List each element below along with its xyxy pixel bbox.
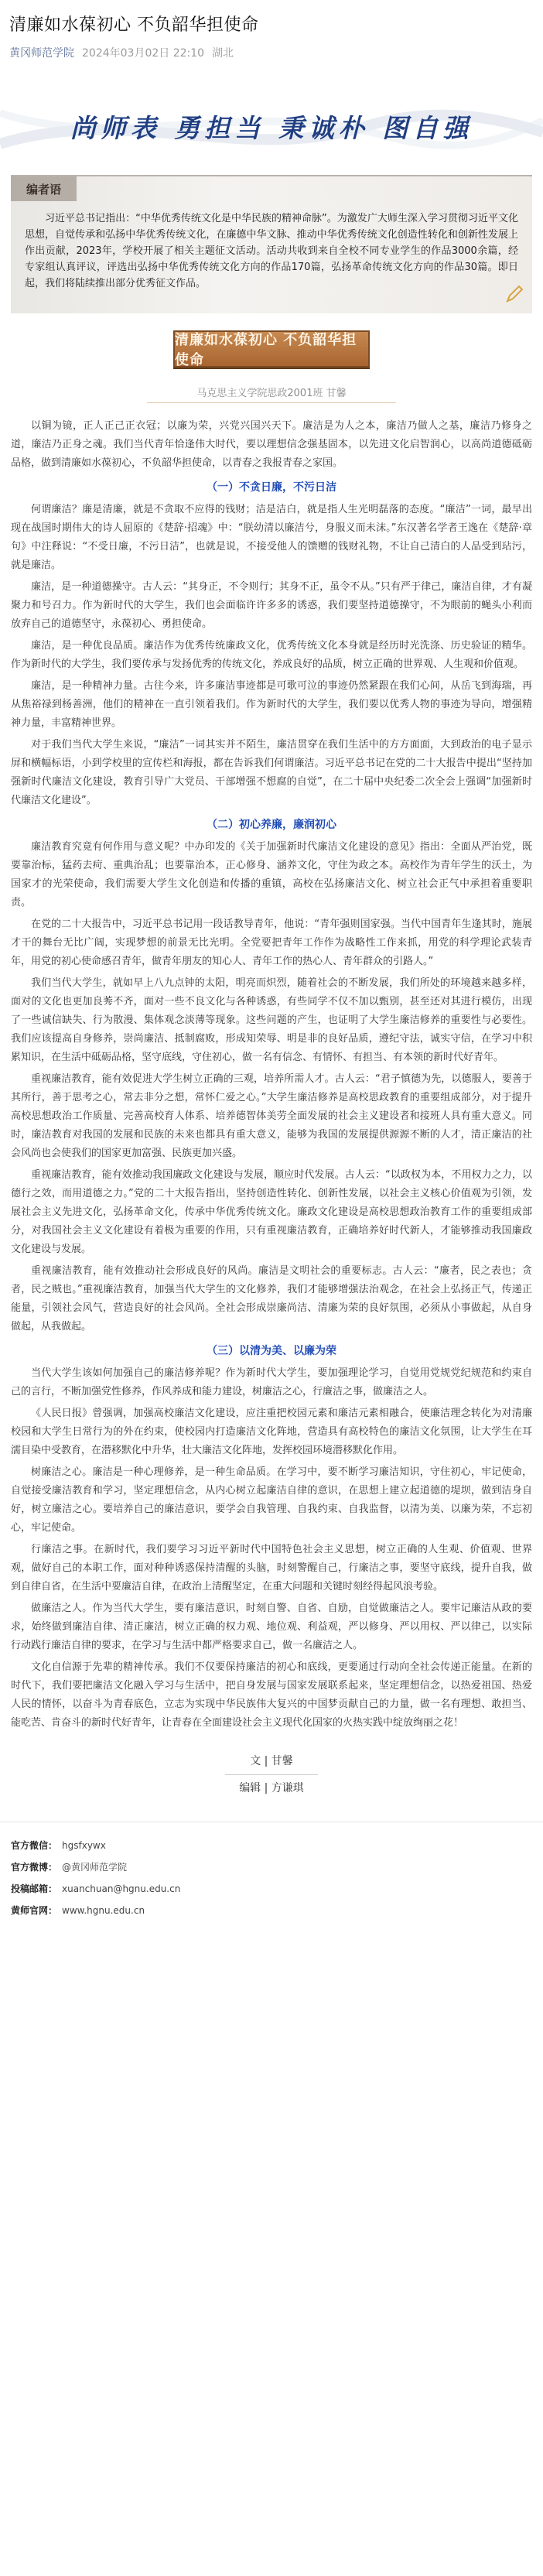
contact-label: 黄师官网： [11,1905,58,1916]
paragraph: 廉洁，是一种精神力量。古往今来，许多廉洁事迹都是可歌可泣的事迹仍然紧跟在我们心间，从岳飞到海瑞，再从焦裕禄到杨善洲，他们的精神在一直引领着我们。作为新时代的大学生，我们要以优秀人物的事迹为导向，增强精神力量，丰富精神世界。 [11,680,532,729]
editor-note-tag: 编者语 [11,176,77,201]
contact-value: @黄冈师范学院 [62,1862,128,1873]
paragraph: 何谓廉洁？廉是清廉，就是不贪取不应得的钱财；洁是洁白，就是指人生光明磊落的态度。“廉洁”一词，最早出现在战国时期伟大的诗人屈原的《楚辞·招魂》中：“朕幼清以廉洁兮，身服义而未沫。”东汉著名学者王逸在《楚辞·章句》中注释说：“不受日廉，不污日洁”，也就是说，不接受他人的馈赠的钱财礼物，不让自己清白的人品受到玷污，就是廉洁。 [11,504,532,571]
article-title: 清廉如水葆初心 不负韶华担使命 [9,15,259,35]
contact-weibo [11,1856,532,1878]
contact-value[interactable]: xuanchuan@hgnu.edu.cn [62,1883,181,1894]
paragraph: 重视廉洁教育，能有效促进大学生树立正确的三观，培养所需人才。古人云：“君子慎德为先，以德服人，要善于其所行，善于思考之心，常去非分之想，常怀仁爱之心。”大学生廉洁修养是高校思政教育的重要组成部分，对于提升高校思想政治工作质量、完善高校育人体系、培养德智体美劳全面发展的社会主义建设者和接班人具有重大意义。同时，廉洁教育对我国的发展和民族的未来也都具有重大意义，能够为我国的发展提供源源不断的人才，清正廉洁的社会风尚也会使我们的国家更加富强、民族更加兴盛。 [11,1073,532,1159]
section-heading: （二）初心养廉，廉润初心 [207,819,336,831]
article-header [0,0,543,60]
section-1 [11,477,532,810]
contact-label: 投稿邮箱： [11,1883,58,1894]
contact-label: 官方微信： [11,1840,58,1851]
paragraph: 对于我们当代大学生来说，“廉洁”一词其实并不陌生，廉洁贯穿在我们生活中的方方面面，大到政治的电子显示屏和横幅标语，小到学校里的宣传栏和海报，都在告诉我们何谓廉洁。习近平总书记在党的二十大报告中提出“坚持加强新时代廉洁文化建设，教育引导广大党员、干部增强不想腐的自觉”，在二十届中央纪委二次全会上强调“加强新时代廉洁文化建设”。 [11,739,532,806]
credits-block [11,1750,532,1800]
contact-wechat [11,1835,532,1856]
credit-author: 文 | 甘馨 [250,1755,293,1767]
paragraph: 廉洁教育究竟有何作用与意义呢？中办印发的《关于加强新时代廉洁文化建设的意见》指出：全面从严治党，既要靠治标，猛药去疴、重典治乱；也要靠治本，正心修身、涵养文化，守住为政之本。高校作为青年学生的沃土，为国家才的光荣使命，我们需要大学生文化创造和传播的重镇，高校在弘扬廉洁文化、树立社会正气中承担着重要职责。 [11,841,532,908]
account-name-link[interactable]: 黄冈师范学院 [9,47,74,60]
credit-editor: 编辑 | 方谦琪 [239,1782,304,1794]
section-heading: （一）不贪日廉，不污日洁 [207,481,336,494]
motto-text: 尚师表 勇担当 秉诚朴 图自强 [70,113,473,143]
paragraph: 重视廉洁教育，能有效推动我国廉政文化建设与发展，顺应时代发展。古人云：“以政权为本，不用权力之力，以德行之效，而用道德之力。”党的二十大报告指出，坚持创造性转化、创新性发展，以社会主义核心价值观为引领，发展社会主义先进文化，弘扬革命文化，传承中华优秀传统文化。廉政文化建设是高校思想政治教育工作的重要组成部分，对我国社会主义文化建设有着极为重要的作用，只有重视廉洁教育，正确培养好时代新人，才能够推动我国廉政文化建设与发展。 [11,1169,532,1255]
article-body [0,403,543,1800]
editor-note-box [11,175,532,313]
paragraph: 重视廉洁教育，能有效推动社会形成良好的风尚。廉洁是文明社会的重要标志。古人云：“廉者，民之表也；贪者，民之贼也。”重视廉洁教育，加强当代大学生的文化修养，我们才能够增强法治观念，在社会上弘扬正气，传递正能量，引领社会风气，营造良好的社会风尚。全社会形成崇廉尚洁、清廉为荣的良好氛围，必须从小事做起，从自身做起，从我做起。 [11,1265,532,1332]
contact-email [11,1878,532,1900]
section-heading: （三）以清为美、以廉为荣 [207,1345,336,1357]
paragraph: 当代大学生该如何加强自己的廉洁修养呢？作为新时代大学生，要加强理论学习，自觉用党规党纪规范和约束自己的言行，不断加强党性修养，作风养成和能力建设，树廉洁之心，行廉洁之事，做廉洁之人。 [11,1367,532,1397]
paragraph: 行廉洁之事。在新时代，我们要学习习近平新时代中国特色社会主义思想，树立正确的人生观、价值观、世界观，做好自己的本职工作，面对种种诱惑保持清醒的头脑，时刻警醒自己，行廉洁之事，要坚守底线，提升自我，做到自律自省，在生活中要廉洁自律，在政治上清醒坚定，在重大问题和关键时刻经得起风浪考验。 [11,1544,532,1592]
paragraph: 廉洁，是一种优良品质。廉洁作为优秀传统廉政文化，优秀传统文化本身就是经历时光洗涤、历史验证的精华。作为新时代的大学生，我们要传承与发扬优秀的传统文化，养成良好的品质，树立正确的世界观、人生观和价值观。 [11,640,532,670]
article-meta [9,45,534,60]
paragraph: 我们当代大学生，就如早上八九点钟的太阳，明亮而炽烈，随着社会的不断发展，我们所处的环境越来越多样，面对的文化也更加良莠不齐，面对一些不良文化与各种诱惑，有些同学不仅不加以甄别，甚至还对其进行模仿，出现了一些诚信缺失、行为散漫、集体观念淡薄等现象。这些问题的产生，也证明了大学生廉洁修养的重要性与必要性。我们应该提高自身修养，崇尚廉洁、抵制腐败，形成知荣辱、明是非的良好品质，遵纪守法，诚实守信，在学习中积累知识，在生活中砥砺品格，坚守底线，守住初心，做一名有信念、有情怀、有担当、有本领的新时代好青年。 [11,977,532,1063]
section-3 [11,1341,532,1733]
contact-value: hgsfxywx [62,1840,106,1851]
paragraph: 在党的二十大报告中，习近平总书记用一段话教导青年，他说：“青年强则国家强。当代中国青年生逢其时，施展才干的舞台无比广阔，实现梦想的前景无比光明。全党要把青年工作作为战略性工作来抓，用党的科学理论武装青年，用党的初心使命感召青年，做青年朋友的知心人、青年工作的热心人、青年群众的引路人。” [11,919,532,967]
paragraph: 树廉洁之心。廉洁是一种心理修养，是一种生命品质。在学习中，要不断学习廉洁知识，守住初心，牢记使命，自觉接受廉洁教育和学习，坚定理想信念，从内心树立起廉洁自律的意识，在思想上建立起道德的堤坝，做到洁身自好，树立廉洁之心。要培养自己的廉洁意识，要学会自我管理、自我约束、自我监督，以清为美、以廉为荣，不忘初心，牢记使命。 [11,1466,532,1534]
publish-location: 湖北 [212,47,234,60]
contact-list [0,1822,543,1921]
editor-note-text: 习近平总书记指出：“中华优秀传统文化是中华民族的精神命脉”。为激发广大师生深入学习贯彻习近平文化思想，自觉传承和弘扬中华优秀传统文化，在廉德中华文脉、推动中华优秀传统文化创造性转化和创新性发展上作出贡献，2023年，学校开展了相关主题征文活动。活动共收到来自全校不同专业学生的作品3000余篇，经专家组认真评议，评选出弘扬中华优秀传统文化方向的作品170篇，弘扬革命传统文化方向的作品30篇。即日起，我们将陆续推出部分优秀征文作品。 [25,213,518,289]
theme-title-box: 清廉如水葆初心 不负韶华担使命 [173,330,370,368]
credit-divider [225,1774,318,1775]
section-2 [11,815,532,1336]
paragraph: 文化自信源于先辈的精神传承。我们不仅要保持廉洁的初心和底线，更要通过行动向全社会传递正能量。在新的时代下，我们要把廉洁文化融入学习与生活中，把自身发展与国家发展联系起来，坚定理想信念，以热爱祖国、热爱人民的情怀，以奋斗为青春底色，立志为实现中华民族伟大复兴的中国梦贡献自己的力量，做一名有理想、敢担当、能吃苦、肯奋斗的新时代好青年，让青春在全面建设社会主义现代化国家的火热实践中绽放绚丽之花！ [11,1661,532,1729]
publish-date: 2024年03月02日 22:10 [82,47,205,60]
motto-banner [0,90,543,161]
author-line: 马克思主义学院思政2001班 甘馨 [196,388,347,399]
contact-value-link[interactable]: www.hgnu.edu.cn [62,1905,145,1916]
paragraph: 以铜为镜，正人正己正衣冠；以廉为荣，兴党兴国兴天下。廉洁是为人之本，廉洁乃做人之基，廉洁乃修身之道，廉洁乃正身之魂。我们当代青年恰逢伟大时代，要以理想信念强基固本，以先进文化启智润心，以高尚道德砥砺品格，做到清廉如水葆初心，不负韶华担使命，以青春之我报青春之家国。 [11,420,532,469]
paragraph: 《人民日报》曾强调，加强高校廉洁文化建设，应注重把校园元素和廉洁元素相融合，使廉洁理念转化为对清廉校园和大学生日常行为的外在约束，使校园内打造廉洁文化阵地，营造具有高校特色的廉洁文化氛围，让大学生在耳濡目染中受教育，在潜移默化中升华，壮大廉洁文化阵地，发挥校园环境潜移默化作用。 [11,1408,532,1456]
section-intro [11,417,532,473]
contact-label: 官方微博： [11,1862,58,1873]
contact-website [11,1900,532,1921]
paragraph: 做廉洁之人。作为当代大学生，要有廉洁意识，时刻自警、自省、自励，自觉做廉洁之人。要牢记廉洁从政的要求，始终做到廉洁自律、清正廉洁，树立正确的权力观、地位观、利益观，严以修身、严以用权、严以律己，以实际行动践行廉洁自律的要求，在学习与生活中都严格要求自己，做一名廉洁之人。 [11,1603,532,1651]
pen-icon [504,284,524,307]
paragraph: 廉洁，是一种道德操守。古人云：“其身正，不令则行；其身不正，虽令不从。”只有严于律己，廉洁自律，才有凝聚力和号召力。作为新时代的大学生，我们也会面临许许多多的诱惑，我们要坚持道德操守，不为眼前的蝇头小利而放弃自己的道德坚守，永葆初心、勇担使命。 [11,581,532,630]
